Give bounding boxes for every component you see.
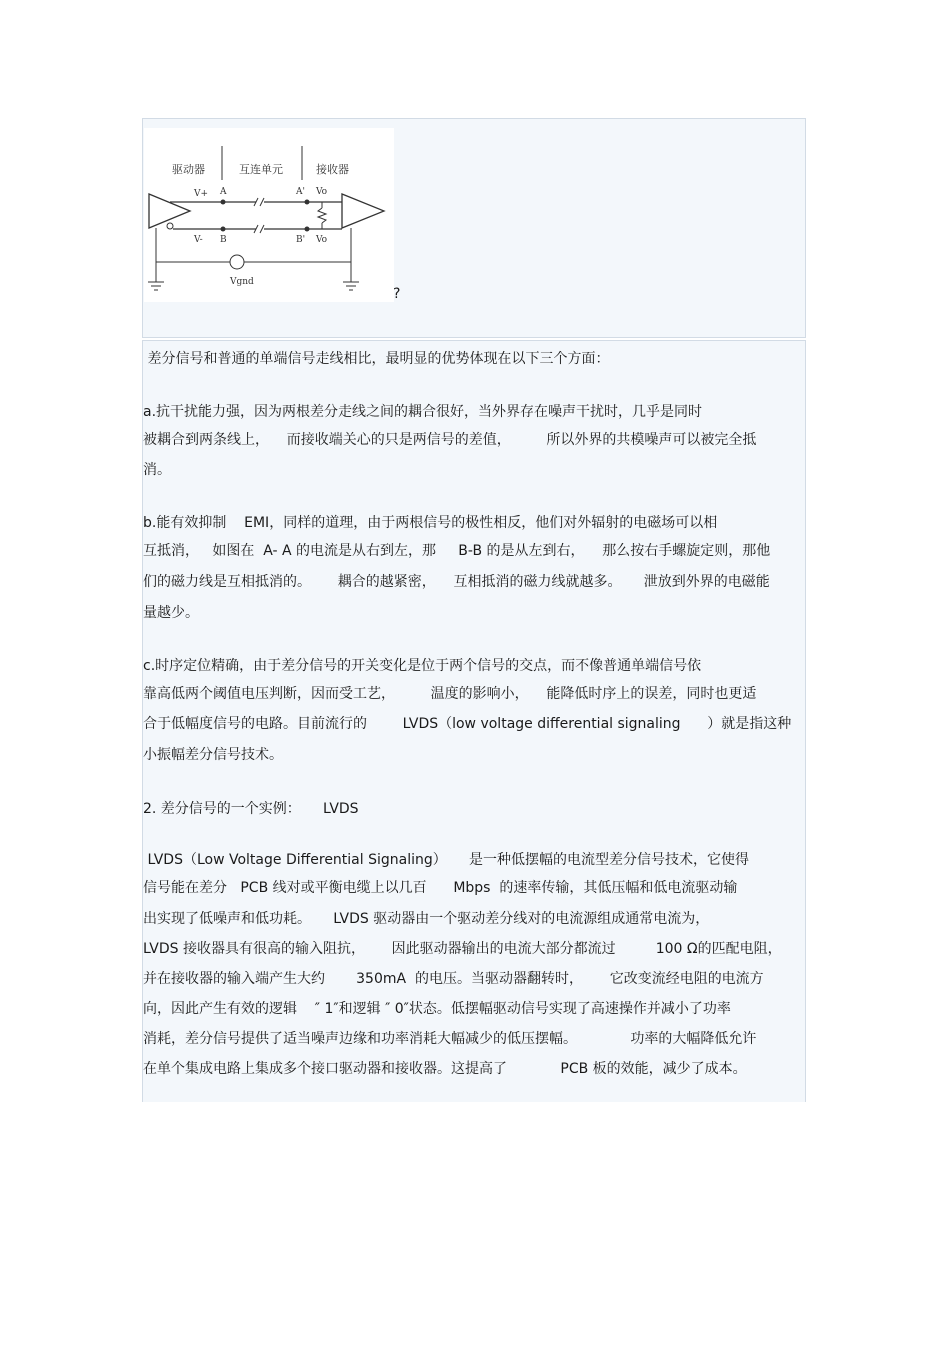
label-b: B bbox=[220, 235, 227, 245]
text-line: 消耗，差分信号提供了适当噪声边缘和功率消耗大幅减少的低压摆幅。 功率的大幅降低允许 bbox=[143, 1031, 757, 1047]
text-line: 向，因此产生有效的逻辑 ″ 1″和逻辑 ″ 0″状态。低摆幅驱动信号实现了高速操作并减小了功率 bbox=[143, 1001, 731, 1017]
label-v-minus: V- bbox=[194, 235, 203, 245]
label-v-plus: V+ bbox=[194, 189, 209, 199]
text-line: LVDS（Low Voltage Differential Signaling） 是一种低摆幅的电流型差分信号技术，它使得 bbox=[143, 852, 750, 868]
text-line: 并在接收器的输入端产生大约 350mA 的电压。当驱动器翻转时， 它改变流经电阻的电流方 bbox=[143, 971, 764, 987]
label-vgnd: Vgnd bbox=[230, 277, 254, 287]
label-vo-plus: Vo bbox=[316, 187, 328, 197]
header-driver: 驱动器 bbox=[172, 163, 205, 176]
text-line: b.能有效抑制 EMI，同样的道理，由于两根信号的极性相反，他们对外辐射的电磁场可以相 bbox=[143, 515, 718, 531]
label-a-prime: A' bbox=[296, 187, 305, 197]
text-line: 合于低幅度信号的电路。目前流行的 LVDS（low voltage differential signaling ）就是指这种 bbox=[143, 716, 792, 732]
text-line: 信号能在差分 PCB 线对或平衡电缆上以几百 Mbps 的速率传输，其低压幅和低电流驱动输 bbox=[143, 880, 738, 896]
header-interconnect: 互连单元 bbox=[239, 163, 283, 176]
text-line: 差分信号和普通的单端信号走线相比，最明显的优势体现在以下三个方面： bbox=[143, 351, 610, 367]
text-line: a.抗干扰能力强，因为两根差分走线之间的耦合很好，当外界存在噪声干扰时，几乎是同时 bbox=[143, 404, 703, 420]
text-line: 被耦合到两条线上， 而接收端关心的只是两信号的差值， 所以外界的共模噪声可以被完全抵 bbox=[143, 432, 757, 448]
text-line: 互抵消， 如图在 A- A 的电流是从右到左，那 B-B 的是从左到右， 那么按右手螺旋定则，那他 bbox=[143, 543, 771, 559]
text-line: 出实现了低噪声和低功耗。 LVDS 驱动器由一个驱动差分线对的电流源组成通常电流为， bbox=[143, 911, 710, 927]
label-vo-minus: Vo bbox=[316, 235, 328, 245]
text-line: 量越少。 bbox=[143, 605, 199, 621]
section-heading: 2. 差分信号的一个实例： LVDS bbox=[143, 801, 359, 817]
text-line: 在单个集成电路上集成多个接口驱动器和接收器。这提高了 PCB 板的效能，减少了成本。 bbox=[143, 1061, 747, 1077]
figure-suffix: ? bbox=[393, 286, 401, 302]
text-line: 消。 bbox=[143, 462, 171, 478]
label-b-prime: B' bbox=[296, 235, 306, 245]
lvds-circuit-diagram bbox=[144, 128, 394, 302]
text-line: 小振幅差分信号技术。 bbox=[143, 747, 283, 763]
text-line: LVDS 接收器具有很高的输入阻抗， 因此驱动器输出的电流大部分都流过 100 Ω的匹配电阻， bbox=[143, 941, 782, 957]
text-line: 靠高低两个阈值电压判断，因而受工艺， 温度的影响小， 能降低时序上的误差，同时也更适 bbox=[143, 686, 757, 702]
text-line: c.时序定位精确，由于差分信号的开关变化是位于两个信号的交点，而不像普通单端信号依 bbox=[143, 658, 702, 674]
label-a: A bbox=[220, 187, 227, 197]
header-receiver: 接收器 bbox=[316, 163, 349, 176]
text-line: 们的磁力线是互相抵消的。 耦合的越紧密， 互相抵消的磁力线就越多。 泄放到外界的电磁能 bbox=[143, 574, 770, 590]
